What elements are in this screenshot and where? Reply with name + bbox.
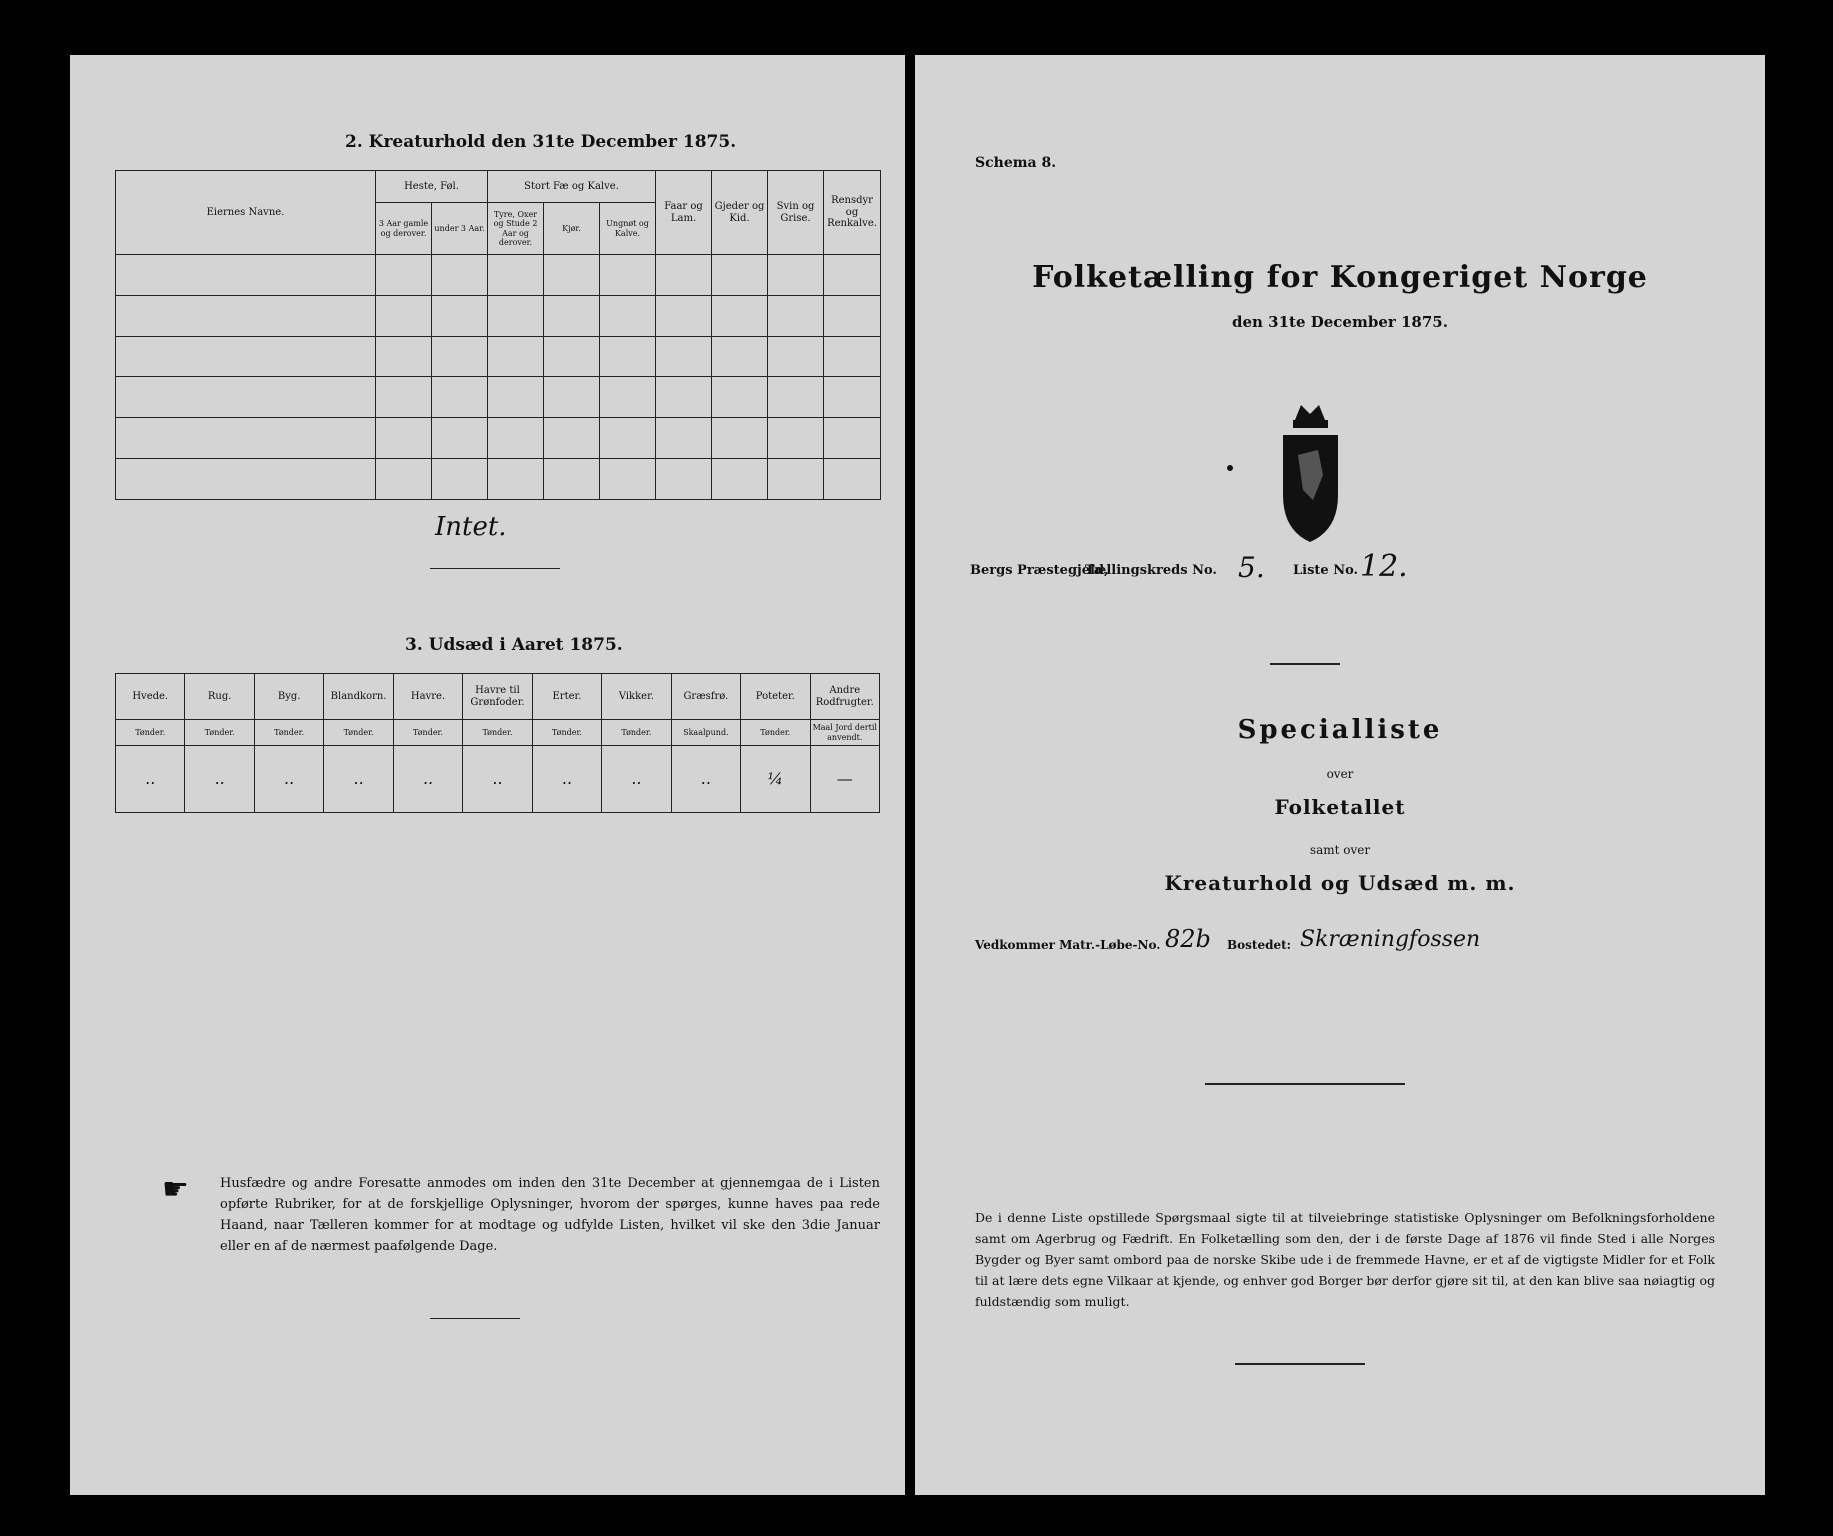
over-label: over: [1326, 767, 1354, 781]
schema-label: Schema 8.: [975, 155, 1057, 171]
heste-sub2: under 3 Aar.: [432, 203, 488, 255]
bostedet-value: Skræningfossen: [1300, 927, 1481, 952]
section2-title: 2. Kreaturhold den 31te December 1875.: [345, 132, 737, 152]
divider: [430, 1318, 520, 1319]
tellingskreds-value: 5.: [1238, 551, 1265, 584]
table-row: [116, 336, 881, 377]
seed-value: ..: [185, 745, 254, 812]
stort-sub2: Kjør.: [544, 203, 600, 255]
table-row: [116, 295, 881, 336]
table-row: [116, 459, 881, 500]
kreaturhold-label: Kreaturhold og Udsæd m. m.: [1164, 871, 1516, 895]
seed-col-name: Græsfrø.: [671, 674, 740, 720]
seed-value: ..: [602, 745, 671, 812]
bostedet-label: Bostedet:: [1227, 938, 1292, 952]
stort-sub1: Tyre, Oxer og Stude 2 Aar og derover.: [488, 203, 544, 255]
table-row: [116, 418, 881, 459]
table-row: [116, 377, 881, 418]
seed-col-name: Vikker.: [602, 674, 671, 720]
date-line: den 31te December 1875.: [1232, 313, 1448, 331]
explanation-text: De i denne Liste opstillede Spørgsmaal sigte til at tilveiebringe statistiske Oplysninger om Befolkningsforholdene samt om Agerbrug og Fædrift. En Folketælling som den, der i de første Dage af 1876 vil finde Sted i alle Norges Bygder og Byer samt ombord paa de norske Skibe ude i de fremmede Havne, er et af de vigtigste Midler for et Folk til at lære dets egne Vilkaar at kjende, og enhver god Borger bør derfor gjøre sit til, at den kan blive saa nøiagtig og fuldstændig som muligt.: [975, 1210, 1715, 1309]
seed-col-unit: Skaalpund.: [671, 720, 740, 745]
seed-col-unit: Tønder.: [463, 720, 532, 745]
dot: [1227, 465, 1233, 471]
specialliste-title: Specialliste: [1237, 715, 1443, 745]
col-faar: Faar og Lam.: [656, 171, 712, 255]
divider: [1235, 1363, 1365, 1365]
seed-col-unit: Tønder.: [185, 720, 254, 745]
notice-text: Husfædre og andre Foresatte anmodes om inden den 31te December at gjennemgaa de i Listen opførte Rubriker, for at de forskjellige Oplysninger, hvorom der spørges, kunne haves paa rede Haand, naar Tælleren kommer for at modtage og udfylde Listen, hvilket vil ske den 3die Januar eller en af de nærmest paafølgende Dage.: [220, 1176, 880, 1254]
left-page: [70, 55, 905, 1495]
section3-title: 3. Udsæd i Aaret 1875.: [405, 635, 623, 655]
col-rensdyr: Rensdyr og Renkalve.: [824, 171, 881, 255]
seed-value: ..: [671, 745, 740, 812]
right-page: [915, 55, 1765, 1495]
seed-col-unit: Tønder.: [324, 720, 393, 745]
matr-label: Vedkommer Matr.-Løbe-No.: [975, 938, 1161, 952]
seed-col-unit: Tønder.: [532, 720, 601, 745]
divider: [430, 568, 560, 569]
col-svin: Svin og Grise.: [768, 171, 824, 255]
seed-col-unit: Tønder.: [741, 720, 810, 745]
seed-value: ..: [116, 745, 185, 812]
seed-value: ¼: [741, 745, 810, 812]
seed-col-name: Hvede.: [116, 674, 185, 720]
seed-value: —: [810, 745, 879, 812]
col-owner: Eiernes Navne.: [116, 171, 376, 255]
norway-coat-of-arms-icon: [1273, 400, 1348, 549]
heste-sub1: 3 Aar gamle og derover.: [376, 203, 432, 255]
seed-col-name: Erter.: [532, 674, 601, 720]
seed-table: [115, 673, 880, 813]
seed-col-name: Blandkorn.: [324, 674, 393, 720]
pointing-hand-icon: ☛: [162, 1172, 189, 1207]
stort-sub3: Ungnøt og Kalve.: [600, 203, 656, 255]
seed-value: ..: [324, 745, 393, 812]
tellingskreds-label: Tællingskreds No.: [1085, 563, 1217, 578]
seed-col-name: Andre Rodfrugter.: [810, 674, 879, 720]
seed-value: ..: [254, 745, 323, 812]
seed-col-unit: Tønder.: [254, 720, 323, 745]
prestegjeld-label: Bergs Præstegjeld,: [970, 563, 1109, 578]
seed-value: ..: [393, 745, 462, 812]
seed-col-name: Havre.: [393, 674, 462, 720]
group-stort-fae: Stort Fæ og Kalve.: [488, 171, 656, 203]
livestock-entry-handwritten: Intet.: [435, 512, 507, 542]
samt-over-label: samt over: [1309, 843, 1371, 857]
group-heste: Heste, Føl.: [376, 171, 488, 203]
col-gjeder: Gjeder og Kid.: [712, 171, 768, 255]
seed-col-name: Poteter.: [741, 674, 810, 720]
seed-value: ..: [532, 745, 601, 812]
seed-value: ..: [463, 745, 532, 812]
seed-col-unit: Tønder.: [602, 720, 671, 745]
folketallet-label: Folketallet: [1274, 795, 1406, 819]
seed-col-unit: Tønder.: [116, 720, 185, 745]
liste-value: 12.: [1360, 549, 1408, 584]
seed-col-name: Havre til Grønfoder.: [463, 674, 532, 720]
table-row: [116, 255, 881, 296]
seed-col-name: Byg.: [254, 674, 323, 720]
divider: [1270, 663, 1340, 665]
seed-col-unit: Maal Jord dertil anvendt.: [810, 720, 879, 745]
seed-col-name: Rug.: [185, 674, 254, 720]
main-title: Folketælling for Kongeriget Norge: [1032, 260, 1648, 295]
livestock-table: [115, 170, 881, 500]
divider: [1205, 1083, 1405, 1085]
matr-value: 82b: [1165, 925, 1211, 953]
seed-col-unit: Tønder.: [393, 720, 462, 745]
liste-label: Liste No.: [1293, 563, 1359, 578]
